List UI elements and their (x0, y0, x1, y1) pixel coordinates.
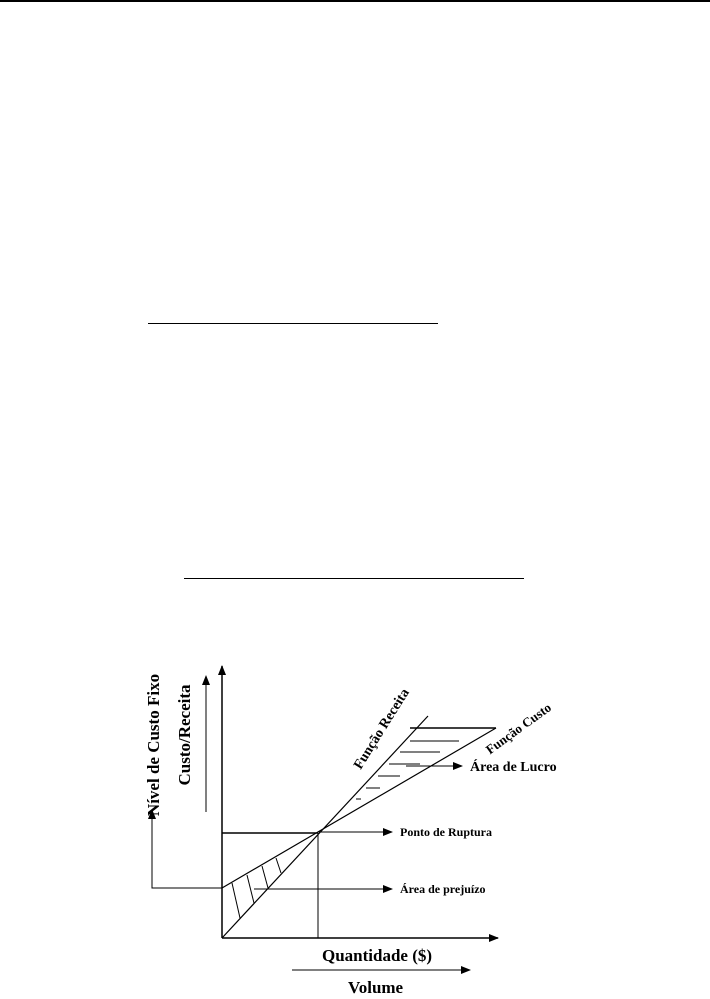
loss-area-label: Área de prejuízo (400, 882, 486, 896)
x-axis-label: Quantidade ($) (322, 946, 433, 965)
fixed-cost-level-arrow (152, 810, 222, 888)
volume-label: Volume (348, 978, 404, 997)
y-axis-label-line2: Custo/Receita (175, 684, 194, 786)
profit-area-label: Área de Lucro (470, 760, 557, 775)
revenue-line (222, 716, 428, 938)
cost-line-label: Função Custo (482, 699, 554, 758)
loss-area-hatch (232, 858, 281, 918)
revenue-line-label: Função Receita (351, 686, 413, 773)
y-axis-label-line1: Nível de Custo Fixo (144, 673, 163, 817)
break-even-label: Ponto de Ruptura (400, 825, 493, 839)
